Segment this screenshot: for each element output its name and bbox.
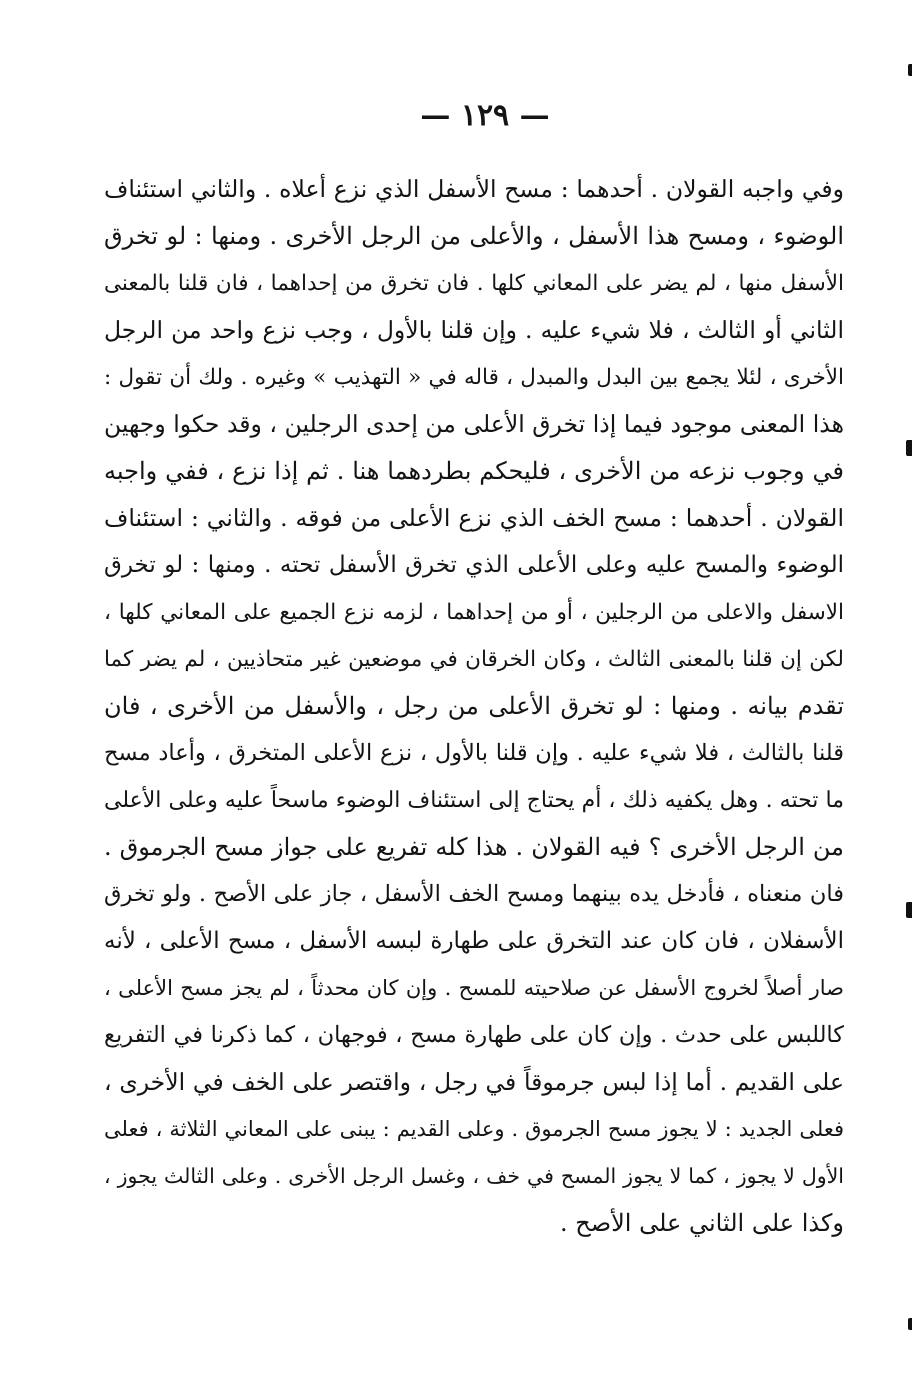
text-line: الوضوء والمسح عليه وعلى الأعلى الذي تخرق الأسفل تحته . ومنها : لو تخرق — [104, 552, 844, 578]
text-line: ما تحته . وهل يكفيه ذلك ، أم يحتاج إلى استئناف الوضوء ماسحاً عليه وعلى الأعلى — [104, 788, 844, 813]
page-number: — ١٢٩ — — [420, 98, 550, 133]
text-line: وكذا على الثاني على الأصح . — [559, 1209, 844, 1237]
text-line: الأخرى ، لئلا يجمع بين البدل والمبدل ، قاله في « التهذيب » وغيره . ولك أن تقول : — [104, 365, 844, 390]
text-line: من الرجل الأخرى ؟ فيه القولان . هذا كله تفريع على جواز مسح الجرموق . — [104, 833, 844, 861]
text-line: لكن إن قلنا بالمعنى الثالث ، وكان الخرقان في موضعين غير متحاذيين ، لم يضر كما — [104, 647, 844, 672]
text-line: الأول لا يجوز ، كما لا يجوز المسح في خف ، وغسل الرجل الأخرى . وعلى الثالث يجوز ، — [104, 1164, 844, 1188]
text-line: في وجوب نزعه من الأخرى ، فليحكم بطردهما هنا . ثم إذا نزع ، ففي واجبه — [104, 457, 844, 485]
scan-edge-mark — [908, 1318, 912, 1330]
scan-edge-mark — [908, 64, 912, 76]
text-line: على القديم . أما إذا لبس جرموقاً في رجل ، واقتصر على الخف في الأخرى ، — [104, 1068, 844, 1096]
body-text — [104, 166, 844, 1247]
scan-edge-mark — [906, 440, 912, 456]
text-line: كاللبس على حدث . وإن كان على طهارة مسح ، فوجهان ، كما ذكرنا في التفريع — [104, 1022, 844, 1048]
text-line: الثاني أو الثالث ، فلا شيء عليه . وإن قلنا بالأول ، وجب نزع واحد من الرجل — [104, 316, 844, 344]
text-line: فان منعناه ، فأدخل يده بينهما ومسح الخف الأسفل ، جاز على الأصح . ولو تخرق — [104, 881, 844, 907]
text-line: الوضوء ، ومسح هذا الأسفل ، والأعلى من الرجل الأخرى . ومنها : لو تخرق — [104, 222, 844, 250]
text-line: هذا المعنى موجود فيما إذا تخرق الأعلى من إحدى الرجلين ، وقد حكوا وجهين — [104, 410, 844, 438]
text-line: الأسفل منها ، لم يضر على المعاني كلها . فان تخرق من إحداهما ، فان قلنا بالمعنى — [104, 271, 844, 296]
text-line: قلنا بالثالث ، فلا شيء عليه . وإن قلنا بالأول ، نزع الأعلى المتخرق ، وأعاد مسح — [104, 740, 844, 766]
text-line: تقدم بيانه . ومنها : لو تخرق الأعلى من رجل ، والأسفل من الأخرى ، فان — [104, 692, 844, 720]
text-line: القولان . أحدهما : مسح الخف الذي نزع الأعلى من فوقه . والثاني : استئناف — [104, 504, 844, 532]
text-line: فعلى الجديد : لا يجوز مسح الجرموق . وعلى القديم : يبنى على المعاني الثلاثة ، فعلى — [104, 1117, 844, 1141]
text-line: الأسفلان ، فان كان عند التخرق على طهارة لبسه الأسفل ، مسح الأعلى ، لأنه — [104, 928, 844, 954]
scan-edge-mark — [906, 902, 912, 918]
text-line: صار أصلاً لخروج الأسفل عن صلاحيته للمسح . وإن كان محدثاً ، لم يجز مسح الأعلى ، — [104, 976, 844, 1000]
text-line: وفي واجبه القولان . أحدهما : مسح الأسفل الذي نزع أعلاه . والثاني استئناف — [104, 175, 844, 203]
text-line: الاسفل والاعلى من الرجلين ، أو من إحداهما ، لزمه نزع الجميع على المعاني كلها ، — [104, 600, 844, 625]
